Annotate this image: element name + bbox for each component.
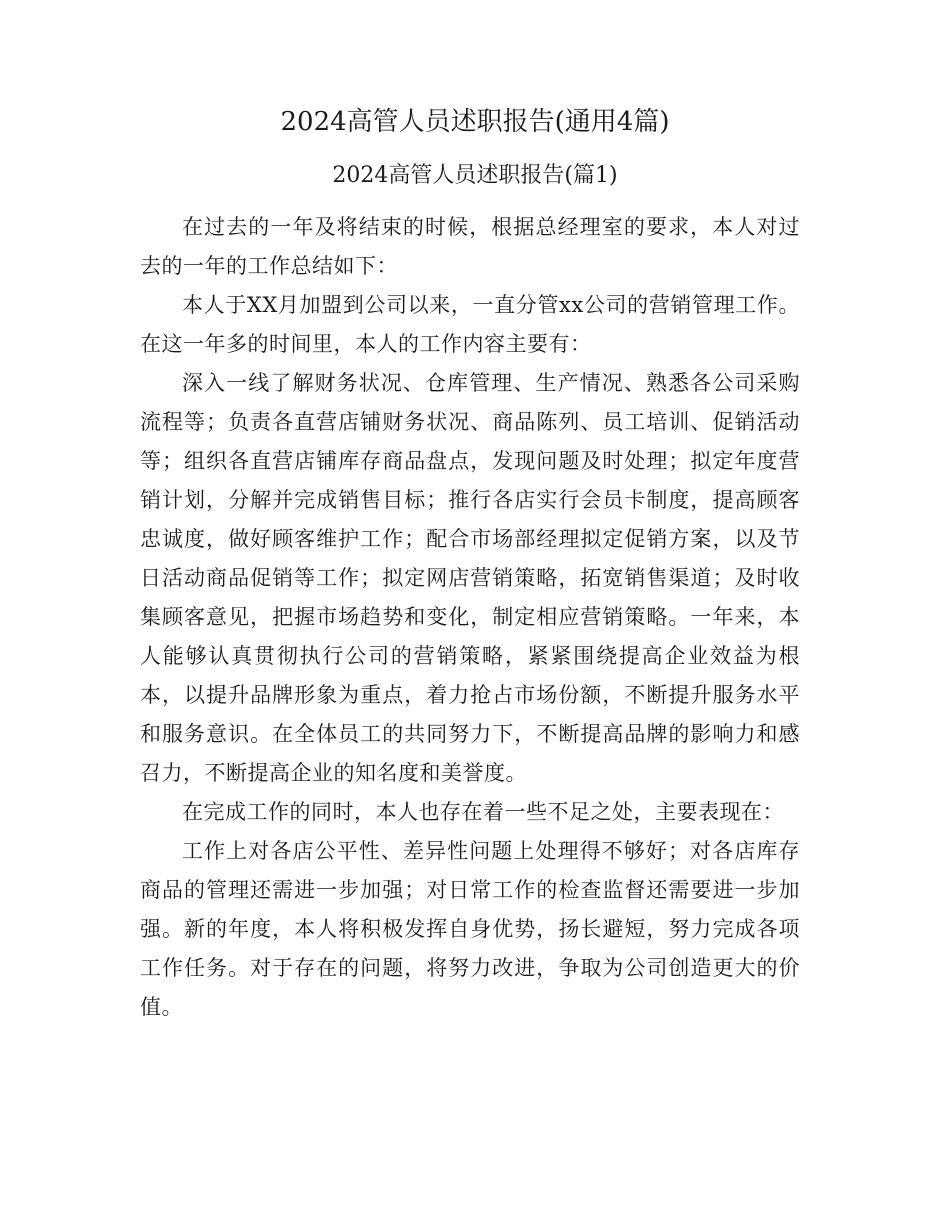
paragraph-role: 本人于XX月加盟到公司以来，一直分管xx公司的营销管理工作。在这一年多的时间里，本人的工作内容主要有： bbox=[140, 293, 800, 356]
paragraph-shortcomings: 工作上对各店公平性、差异性问题上处理得不够好；对各店库存商品的管理还需进一步加强；对日常工作的检查监督还需要进一步加强。新的年度，本人将积极发挥自身优势，扬长避短，努力完成各项工作任务。对于存在的问题，将努力改进，争取为公司创造更大的价值。 bbox=[140, 839, 800, 1019]
document-title: 2024高管人员述职报告(通用4篇) bbox=[280, 107, 670, 137]
paragraph-intro: 在过去的一年及将结束的时候，根据总经理室的要求，本人对过去的一年的工作总结如下： bbox=[140, 215, 800, 278]
document-body bbox=[140, 208, 800, 1027]
section-title: 2024高管人员述职报告(篇1) bbox=[332, 163, 618, 188]
paragraph-duties: 深入一线了解财务状况、仓库管理、生产情况、熟悉各公司采购流程等；负责各直营店铺财务状况、商品陈列、员工培训、促销活动等；组织各直营店铺库存商品盘点，发现问题及时处理；拟定年度营销计划，分解并完成销售目标；推行各店实行会员卡制度，提高顾客忠诚度，做好顾客维护工作；配合市场部经理拟定促销方案，以及节日活动商品促销等工作；拟定网店营销策略，拓宽销售渠道；及时收集顾客意见，把握市场趋势和变化，制定相应营销策略。一年来，本人能够认真贯彻执行公司的营销策略，紧紧围绕提高企业效益为根本，以提升品牌形象为重点，着力抢占市场份额，不断提升服务水平和服务意识。在全体员工的共同努力下，不断提高品牌的影响力和感召力，不断提高企业的知名度和美誉度。 bbox=[140, 371, 800, 785]
paragraph-shortcomings-intro: 在完成工作的同时，本人也存在着一些不足之处，主要表现在： bbox=[182, 800, 784, 824]
